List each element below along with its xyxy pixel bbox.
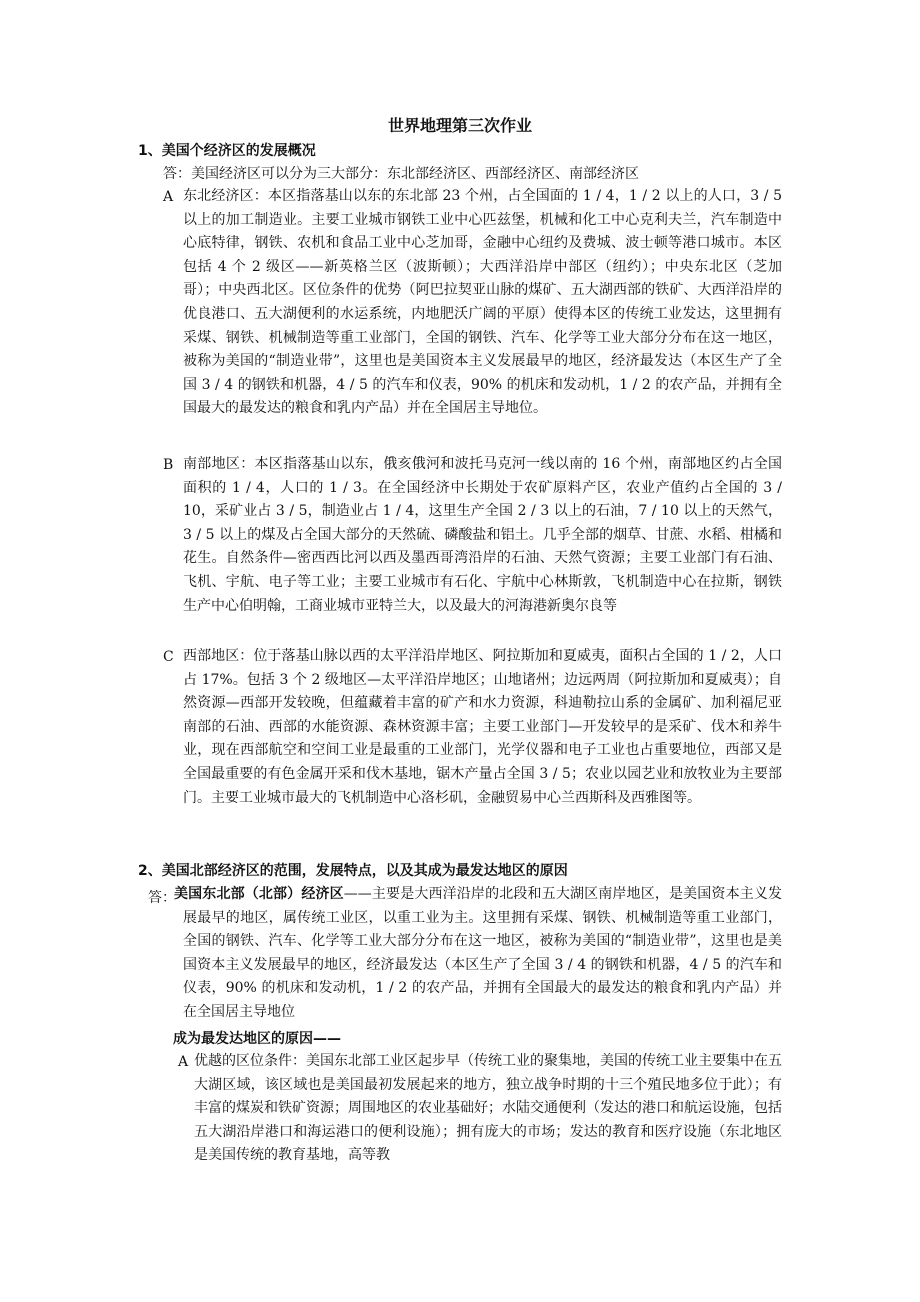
- q1-section-a-marker: A: [163, 189, 174, 205]
- q2-answer-text: ——主要是大西洋沿岸的北段和五大湖区南岸地区，是美国资本主义发展最早的地区，属传统工业区，以重工业为主。这里拥有采煤、钢铁、机械制造等重工业部门，全国的钢铁、汽车、化学等工业大部分分布在这一地区，被称为美国的“制造业带”，这里也是美国资本主义发展最早的地区，经济最发达（本区生产了全国 3 / 4 的钢铁和机器，4 / 5 的汽车和仪表，90% 的机床和发动机，1 / 2 的农产品，并拥有全国最大的最发达的粮食和乳内产品）并在全国居主导地位: [183, 886, 783, 1020]
- q2-answer-bold-term: 美国东北部（北部）经济区: [174, 886, 344, 902]
- q2-answer-prefix: 答：: [148, 890, 176, 906]
- q2-reason-a-marker: A: [178, 1054, 189, 1070]
- q2-reason-a-text: 优越的区位条件：美国东北部工业区起步早（传统工业的聚集地，美国的传统工业主要集中在五大湖区域，该区域也是美国最初发展起来的地方，独立战争时期的十三个殖民地多位于此）；有丰富的煤炭和铁矿资源；周围地区的农业基础好；水陆交通便利（发达的港口和航运设施，包括五大湖沿岸港口和海运港口的便利设施）；拥有庞大的市场；发达的教育和医疗设施（东北地区是美国传统的教育基地，高等教: [194, 1053, 782, 1164]
- q1-section-c-text: 西部地区：位于落基山脉以西的太平洋沿岸地区、阿拉斯加和夏威夷，面积占全国的 1 / 2，人口占 17%。包括 3 个 2 级地区—太平洋沿岸地区；山地诸州；边远两周（阿拉斯加和夏威夷）；自然资源—西部开发较晚，但蕴藏着丰富的矿产和水力资源，科迪勒拉山系的金属矿、加利福尼亚南部的石油、西部的水能资源、森林资源丰富；主要工业部门—开发较早的是采矿、伐木和养牛业，现在西部航空和空间工业是最重的工业部门，光学仪器和电子工业也占重要地位，西部又是全国最重要的有色金属开采和伐木基地，锯木产量占全国 3 / 5；农业以园艺业和放牧业为主要部门。主要工业城市最大的飞机制造中心洛杉矶，金融贸易中心兰西斯科及西雅图等。: [183, 648, 782, 806]
- q1-section-a-text: 东北经济区：本区指落基山以东的东北部 23 个州，占全国面的 1 / 4，1 / 2 以上的人口，3 / 5 以上的加工制造业。主要工业城市钢铁工业中心匹兹堡，机械和化工中心克利夫兰，汽车制造中心底特律，钢铁、农机和食品工业中心芝加哥，金融中心纽约及费城、波士顿等港口城市。本区包括 4 个 2 级区——新英格兰区（波斯顿）；大西洋沿岸中部区（纽约）；中央东北区（芝加哥）；中央西北区。区位条件的优势（阿巴拉契亚山脉的煤矿、五大湖西部的铁矿、大西洋沿岸的优良港口、五大湖便利的水运系统，内地肥沃广阔的平原）使得本区的传统工业发达，这里拥有采煤、钢铁、机械制造等重工业部门，全国的钢铁、汽车、化学等工业大部分分布在这一地区，被称为美国的“制造业带”，这里也是美国资本主义发展最早的地区，经济最发达（本区生产了全国 3 / 4 的钢铁和机器，4 / 5 的汽车和仪表，90% 的机床和发动机，1 / 2 的农产品，并拥有全国最大的最发达的粮食和乳内产品）并在全国居主导地位。: [183, 188, 782, 417]
- q1-section-c-marker: C: [163, 649, 174, 665]
- q1-section-b-marker: B: [163, 457, 174, 473]
- q2-heading: 2、美国北部经济区的范围，发展特点，以及其成为最发达地区的原因: [138, 863, 568, 879]
- document-title: 世界地理第三次作业: [387, 116, 532, 135]
- q1-heading: 1、美国个经济区的发展概况: [138, 143, 316, 159]
- q2-reasons-heading: 成为最发达地区的原因——: [173, 1031, 341, 1047]
- q1-answer-intro: 答：美国经济区可以分为三大部分：东北部经济区、西部经济区、南部经济区: [163, 166, 639, 182]
- q2-answer-paragraph: [174, 883, 783, 1025]
- q1-section-b-text: 南部地区：本区指落基山以东，俄亥俄河和波托马克河一线以南的 16 个州，南部地区约占全国面积的 1 / 4，人口的 1 / 3。在全国经济中长期处于农矿原料产区，农业产值约占全国的 3 / 10，采矿业占 3 / 5，制造业占 1 / 4，这里生产全国 2 / 3 以上的石油，7 / 10 以上的天然气，3 / 5 以上的煤及占全国大部分的天然硫、磷酸盐和铝土。几乎全部的烟草、甘蔗、水稻、柑橘和花生。自然条件—密西西比河以西及墨西哥湾沿岸的石油、天然气资源；主要工业部门有石油、飞机、宇航、电子等工业；主要工业城市有石化、宇航中心林斯敦，飞机制造中心在拉斯，钢铁生产中心伯明翰，工商业城市亚特兰大，以及最大的河海港新奥尔良等: [183, 456, 782, 614]
